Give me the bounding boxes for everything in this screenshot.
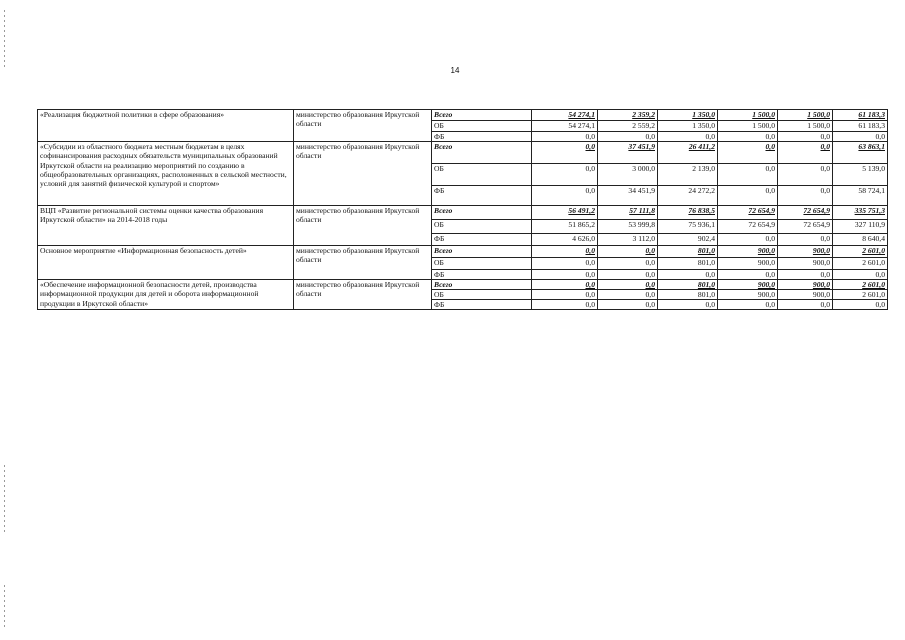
amount-cell: 1 350,0 xyxy=(658,121,718,132)
amount-cell: 72 654,9 xyxy=(778,206,833,220)
amount-cell: 2 601,0 xyxy=(833,246,888,258)
amount-cell: 3 000,0 xyxy=(598,164,658,186)
amount-cell: 0,0 xyxy=(532,132,598,142)
activity-name-cell: «Субсидии из областного бюджета местным бюджетам в целях софинансирования расходных обязательств муниципальных образований Иркутской области на реализацию мероприятий по созданию в общеобразовательных организациях, расположенных в сельской местности, условий для занятий физической культурой и спортом» xyxy=(38,142,294,206)
amount-cell: 0,0 xyxy=(718,234,778,246)
amount-cell: 2 559,2 xyxy=(598,121,658,132)
amount-cell: 1 500,0 xyxy=(778,121,833,132)
amount-cell: 72 654,9 xyxy=(718,220,778,234)
funding-source-cell: ОБ xyxy=(432,220,532,234)
table-row xyxy=(38,206,888,220)
amount-cell: 63 863,1 xyxy=(833,142,888,164)
amount-cell: 54 274,1 xyxy=(532,121,598,132)
amount-cell: 0,0 xyxy=(778,142,833,164)
amount-cell: 72 654,9 xyxy=(718,206,778,220)
amount-cell: 0,0 xyxy=(532,246,598,258)
amount-cell: 0,0 xyxy=(718,300,778,310)
amount-cell: 57 111,8 xyxy=(598,206,658,220)
amount-cell: 0,0 xyxy=(833,270,888,280)
amount-cell: 2 359,2 xyxy=(598,110,658,121)
amount-cell: 900,0 xyxy=(718,280,778,290)
amount-cell: 58 724,1 xyxy=(833,186,888,206)
funding-source-cell: Всего xyxy=(432,280,532,290)
executor-cell: министерство образования Иркутской области xyxy=(294,206,432,246)
amount-cell: 61 183,3 xyxy=(833,121,888,132)
amount-cell: 0,0 xyxy=(833,300,888,310)
amount-cell: 75 936,1 xyxy=(658,220,718,234)
amount-cell: 72 654,9 xyxy=(778,220,833,234)
funding-source-cell: ФБ xyxy=(432,270,532,280)
amount-cell: 0,0 xyxy=(718,186,778,206)
page-number: 14 xyxy=(450,66,460,75)
amount-cell: 2 601,0 xyxy=(833,290,888,300)
budget-table xyxy=(37,109,888,310)
funding-source-cell: ФБ xyxy=(432,186,532,206)
amount-cell: 0,0 xyxy=(658,132,718,142)
amount-cell: 327 110,9 xyxy=(833,220,888,234)
amount-cell: 0,0 xyxy=(598,300,658,310)
amount-cell: 26 411,2 xyxy=(658,142,718,164)
amount-cell: 335 751,3 xyxy=(833,206,888,220)
amount-cell: 801,0 xyxy=(658,258,718,270)
budget-table-body xyxy=(38,110,888,310)
funding-source-cell: Всего xyxy=(432,110,532,121)
funding-source-cell: ФБ xyxy=(432,234,532,246)
amount-cell: 0,0 xyxy=(532,300,598,310)
amount-cell: 1 500,0 xyxy=(778,110,833,121)
amount-cell: 1 500,0 xyxy=(718,110,778,121)
table-row xyxy=(38,246,888,258)
amount-cell: 0,0 xyxy=(598,258,658,270)
amount-cell: 0,0 xyxy=(598,270,658,280)
funding-source-cell: Всего xyxy=(432,246,532,258)
amount-cell: 2 601,0 xyxy=(833,280,888,290)
table-row xyxy=(38,142,888,164)
amount-cell: 0,0 xyxy=(778,132,833,142)
amount-cell: 0,0 xyxy=(658,270,718,280)
executor-cell: министерство образования Иркутской области xyxy=(294,110,432,142)
funding-source-cell: ФБ xyxy=(432,132,532,142)
amount-cell: 0,0 xyxy=(718,142,778,164)
activity-name-cell: ВЦП «Развитие региональной системы оценки качества образования Иркутской области» на 2014-2018 годы xyxy=(38,206,294,246)
amount-cell: 0,0 xyxy=(532,290,598,300)
amount-cell: 0,0 xyxy=(532,258,598,270)
amount-cell: 0,0 xyxy=(532,186,598,206)
activity-name-cell: Основное мероприятие «Информационная безопасность детей» xyxy=(38,246,294,280)
table-row xyxy=(38,280,888,290)
binding-margin-bottom xyxy=(4,585,5,630)
amount-cell: 900,0 xyxy=(778,280,833,290)
table-row xyxy=(38,110,888,121)
amount-cell: 801,0 xyxy=(658,290,718,300)
amount-cell: 0,0 xyxy=(778,300,833,310)
amount-cell: 53 999,8 xyxy=(598,220,658,234)
amount-cell: 900,0 xyxy=(718,258,778,270)
amount-cell: 0,0 xyxy=(532,270,598,280)
amount-cell: 0,0 xyxy=(598,132,658,142)
amount-cell: 2 601,0 xyxy=(833,258,888,270)
amount-cell: 900,0 xyxy=(778,246,833,258)
funding-source-cell: ОБ xyxy=(432,121,532,132)
amount-cell: 0,0 xyxy=(833,132,888,142)
amount-cell: 0,0 xyxy=(778,164,833,186)
amount-cell: 54 274,1 xyxy=(532,110,598,121)
amount-cell: 0,0 xyxy=(532,164,598,186)
amount-cell: 1 500,0 xyxy=(718,121,778,132)
funding-source-cell: ФБ xyxy=(432,300,532,310)
funding-source-cell: ОБ xyxy=(432,164,532,186)
amount-cell: 0,0 xyxy=(778,186,833,206)
amount-cell: 801,0 xyxy=(658,246,718,258)
binding-margin-middle xyxy=(4,465,5,535)
executor-cell: министерство образования Иркутской области xyxy=(294,142,432,206)
amount-cell: 900,0 xyxy=(778,290,833,300)
amount-cell: 56 491,2 xyxy=(532,206,598,220)
funding-source-cell: Всего xyxy=(432,142,532,164)
funding-source-cell: Всего xyxy=(432,206,532,220)
amount-cell: 0,0 xyxy=(718,132,778,142)
amount-cell: 0,0 xyxy=(598,280,658,290)
binding-margin-top xyxy=(4,10,5,70)
amount-cell: 8 640,4 xyxy=(833,234,888,246)
amount-cell: 0,0 xyxy=(718,270,778,280)
amount-cell: 4 626,0 xyxy=(532,234,598,246)
amount-cell: 76 838,5 xyxy=(658,206,718,220)
amount-cell: 0,0 xyxy=(532,280,598,290)
amount-cell: 0,0 xyxy=(778,270,833,280)
amount-cell: 900,0 xyxy=(778,258,833,270)
amount-cell: 902,4 xyxy=(658,234,718,246)
amount-cell: 0,0 xyxy=(718,164,778,186)
amount-cell: 61 183,3 xyxy=(833,110,888,121)
amount-cell: 0,0 xyxy=(532,142,598,164)
executor-cell: министерство образования Иркутской области xyxy=(294,246,432,280)
amount-cell: 5 139,0 xyxy=(833,164,888,186)
activity-name-cell: «Обеспечение информационной безопасности детей, производства информационной продукции для детей и оборота информационной продукции в Иркутской области» xyxy=(38,280,294,310)
amount-cell: 2 139,0 xyxy=(658,164,718,186)
funding-source-cell: ОБ xyxy=(432,290,532,300)
amount-cell: 0,0 xyxy=(598,290,658,300)
amount-cell: 801,0 xyxy=(658,280,718,290)
amount-cell: 900,0 xyxy=(718,290,778,300)
activity-name-cell: «Реализация бюджетной политики в сфере образования» xyxy=(38,110,294,142)
amount-cell: 37 451,9 xyxy=(598,142,658,164)
amount-cell: 0,0 xyxy=(658,300,718,310)
funding-source-cell: ОБ xyxy=(432,258,532,270)
amount-cell: 0,0 xyxy=(598,246,658,258)
amount-cell: 0,0 xyxy=(778,234,833,246)
amount-cell: 24 272,2 xyxy=(658,186,718,206)
amount-cell: 900,0 xyxy=(718,246,778,258)
amount-cell: 1 350,0 xyxy=(658,110,718,121)
amount-cell: 3 112,0 xyxy=(598,234,658,246)
amount-cell: 34 451,9 xyxy=(598,186,658,206)
executor-cell: министерство образования Иркутской области xyxy=(294,280,432,310)
amount-cell: 51 865,2 xyxy=(532,220,598,234)
